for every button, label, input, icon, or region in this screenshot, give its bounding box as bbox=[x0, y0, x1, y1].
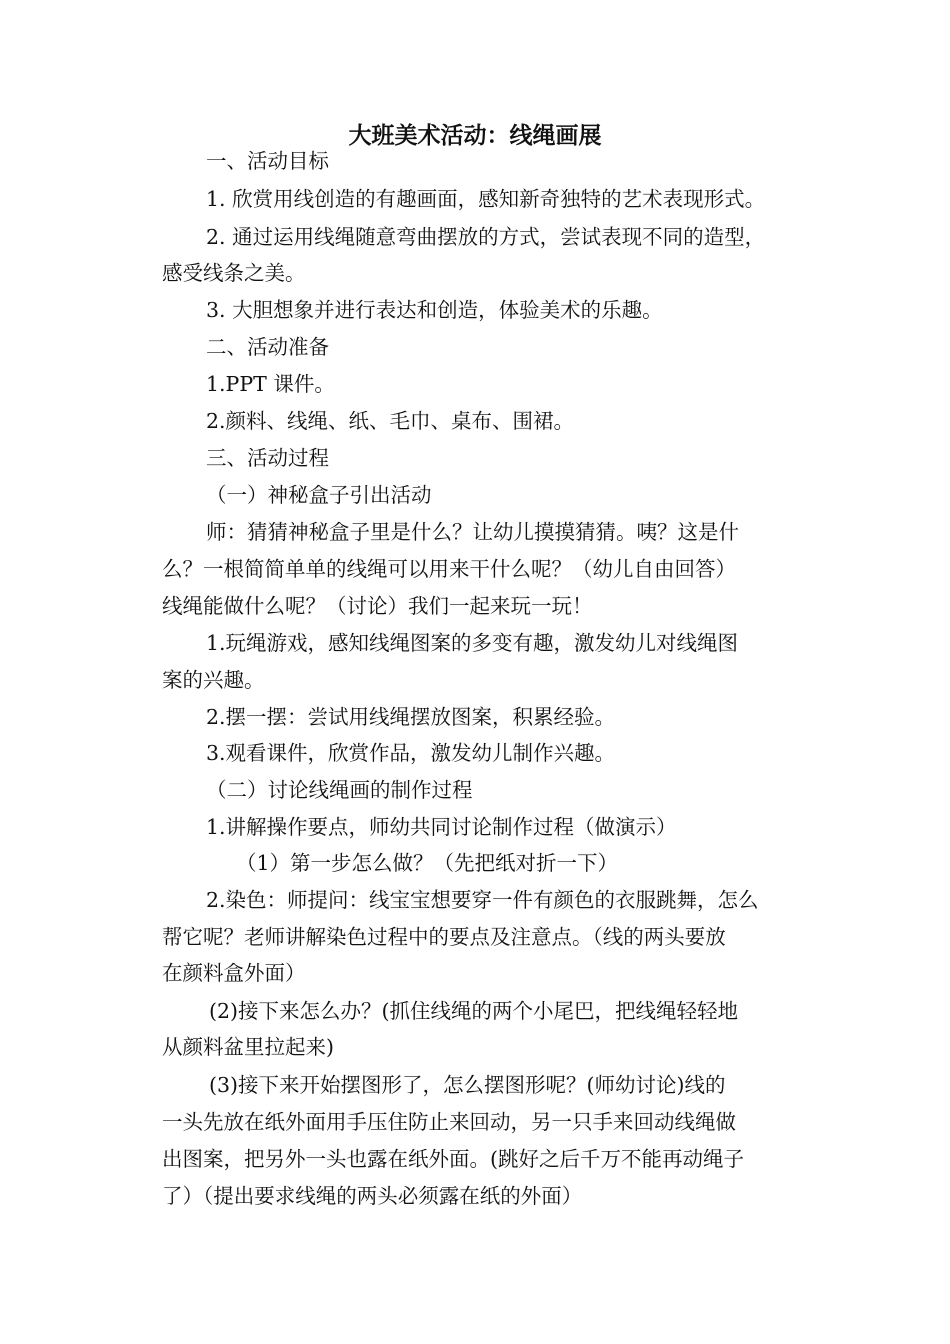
paragraph-line: 2. 通过运用线绳随意弯曲摆放的方式，尝试表现不同的造型， bbox=[206, 225, 766, 249]
paragraph-line: 1.玩绳游戏，感知线绳图案的多变有趣，激发幼儿对线绳图 bbox=[206, 631, 739, 655]
paragraph-line: 线绳能做什么呢？（讨论）我们一起来玩一玩！ bbox=[162, 594, 593, 618]
paragraph-line: 了）（提出要求线绳的两头必须露在纸的外面） bbox=[162, 1184, 583, 1208]
paragraph-line: 师：猜猜神秘盒子里是什么？让幼儿摸摸猜猜。咦？这是什 bbox=[206, 520, 739, 544]
section-heading-process: 三、活动过程 bbox=[206, 446, 329, 470]
subsection-heading: （一）神秘盒子引出活动 bbox=[206, 483, 432, 507]
paragraph-line: （1）第一步怎么做？（先把纸对折一下） bbox=[236, 851, 619, 875]
section-heading-preparation: 二、活动准备 bbox=[206, 335, 329, 359]
paragraph-line: 2.染色：师提问：线宝宝想要穿一件有颜色的衣服跳舞，怎么 bbox=[206, 888, 759, 912]
paragraph-line: (2)接下来怎么办？(抓住线绳的两个小尾巴，把线绳轻轻地 bbox=[209, 999, 739, 1023]
paragraph-line: 1.PPT 课件。 bbox=[206, 372, 335, 396]
paragraph-line: 1.讲解操作要点，师幼共同讨论制作过程（做演示） bbox=[206, 815, 677, 839]
paragraph-line: 一头先放在纸外面用手压住防止来回动，另一只手来回动线绳做 bbox=[162, 1110, 736, 1134]
document-title: 大班美术活动：线绳画展 bbox=[348, 123, 602, 149]
paragraph-line: (3)接下来开始摆图形了，怎么摆图形呢？(师幼讨论)线的 bbox=[209, 1073, 726, 1097]
paragraph-line: 感受线条之美。 bbox=[162, 261, 306, 285]
paragraph-line: 帮它呢？老师讲解染色过程中的要点及注意点。（线的两头要放 bbox=[162, 925, 726, 949]
subsection-heading: （二）讨论线绳画的制作过程 bbox=[206, 778, 473, 802]
paragraph-line: 2.摆一摆：尝试用线绳摆放图案，积累经验。 bbox=[206, 705, 616, 729]
paragraph-line: 在颜料盒外面） bbox=[162, 961, 306, 985]
paragraph-line: 3. 大胆想象并进行表达和创造，体验美术的乐趣。 bbox=[206, 298, 663, 322]
paragraph-line: 1. 欣赏用线创造的有趣画面，感知新奇独特的艺术表现形式。 bbox=[206, 187, 766, 211]
paragraph-line: 出图案，把另外一头也露在纸外面。(跳好之后千万不能再动绳子 bbox=[162, 1147, 744, 1171]
paragraph-line: 么？一根简简单单的线绳可以用来干什么呢？（幼儿自由回答） bbox=[162, 557, 736, 581]
paragraph-line: 从颜料盆里拉起来) bbox=[162, 1035, 334, 1059]
paragraph-line: 2.颜料、线绳、纸、毛巾、桌布、围裙。 bbox=[206, 409, 575, 433]
paragraph-line: 3.观看课件，欣赏作品，激发幼儿制作兴趣。 bbox=[206, 741, 616, 765]
section-heading-goals: 一、活动目标 bbox=[206, 149, 329, 173]
paragraph-line: 案的兴趣。 bbox=[162, 668, 265, 692]
